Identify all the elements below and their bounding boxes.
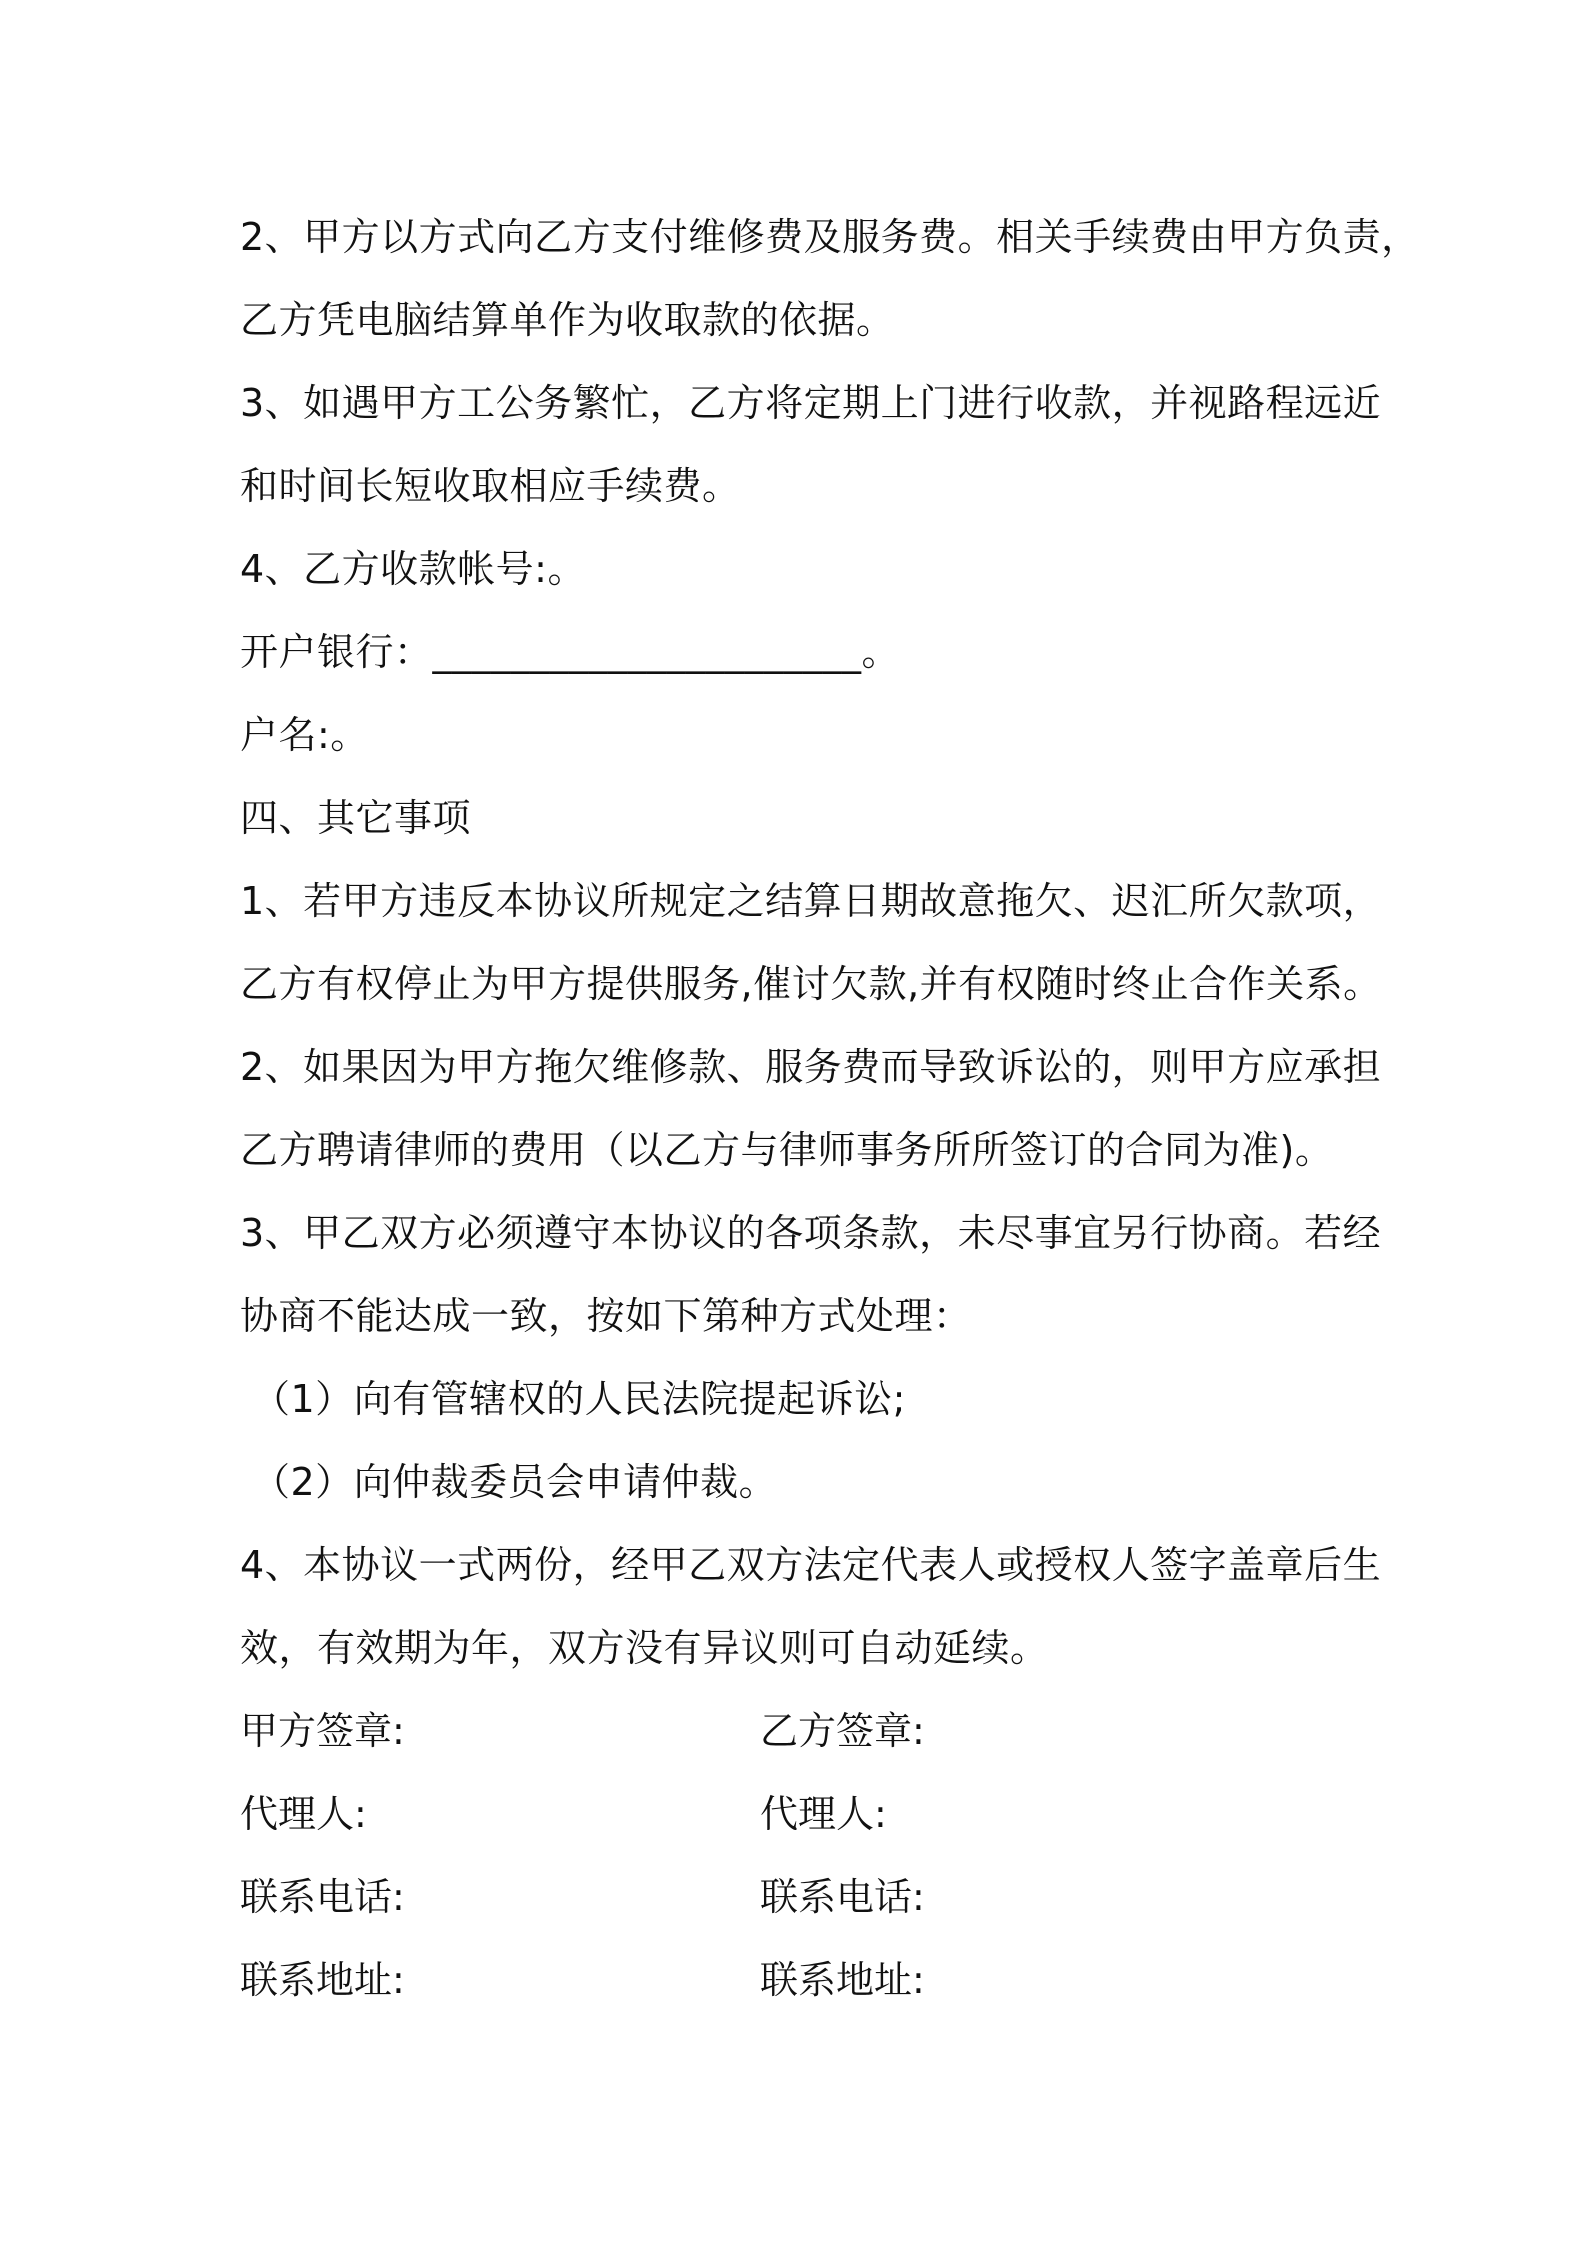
paragraph-line: 2、甲方以方式向乙方支付维修费及服务费。相关手续费由甲方负责， [240, 215, 1420, 259]
party-b-agent-label: 代理人: [760, 1792, 887, 1836]
party-b-phone-label: 联系电话: [760, 1875, 925, 1919]
option-item: （1）向有管辖权的人民法院提起诉讼; [252, 1377, 906, 1421]
party-a-agent-label: 代理人: [240, 1792, 367, 1836]
signature-row [240, 1773, 1380, 1856]
signature-row [240, 1856, 1380, 1939]
paragraph-line: 3、甲乙双方必须遵守本协议的各项条款，未尽事宜另行协商。若经 [240, 1211, 1382, 1255]
paragraph-line: 4、乙方收款帐号:。 [240, 547, 586, 591]
paragraph-line: 乙方凭电脑结算单作为收取款的依据。 [240, 298, 895, 342]
option-item: （2）向仲裁委员会申请仲裁。 [252, 1460, 778, 1504]
bank-account-line: 开户银行：______________________。 [240, 630, 901, 674]
paragraph-line: 3、如遇甲方工公务繁忙，乙方将定期上门进行收款，并视路程远近 [240, 381, 1382, 425]
document-body [240, 196, 1420, 2022]
paragraph-line: 1、若甲方违反本协议所规定之结算日期故意拖欠、迟汇所欠款项， [240, 879, 1382, 923]
paragraph-line: 协商不能达成一致，按如下第种方式处理： [240, 1294, 972, 1338]
paragraph-line: 4、本协议一式两份，经甲乙双方法定代表人或授权人签字盖章后生 [240, 1543, 1382, 1587]
paragraph-line: 2、如果因为甲方拖欠维修款、服务费而导致诉讼的，则甲方应承担 [240, 1045, 1382, 1089]
section-heading: 四、其它事项 [240, 796, 472, 840]
party-a-phone-label: 联系电话: [240, 1875, 405, 1919]
signature-row [240, 1939, 1380, 2022]
party-b-address-label: 联系地址: [760, 1958, 925, 2002]
account-name-line: 户名:。 [240, 713, 369, 757]
party-a-seal-label: 甲方签章: [240, 1709, 405, 1753]
party-b-seal-label: 乙方签章: [760, 1709, 925, 1753]
signature-row [240, 1690, 1380, 1773]
paragraph-line: 效，有效期为年，双方没有异议则可自动延续。 [240, 1626, 1049, 1670]
paragraph-line: 和时间长短收取相应手续费。 [240, 464, 741, 508]
paragraph-line: 乙方聘请律师的费用（以乙方与律师事务所所签订的合同为准)。 [240, 1128, 1334, 1172]
paragraph-line: 乙方有权停止为甲方提供服务,催讨欠款,并有权随时终止合作关系。 [240, 962, 1382, 1006]
party-a-address-label: 联系地址: [240, 1958, 405, 2002]
